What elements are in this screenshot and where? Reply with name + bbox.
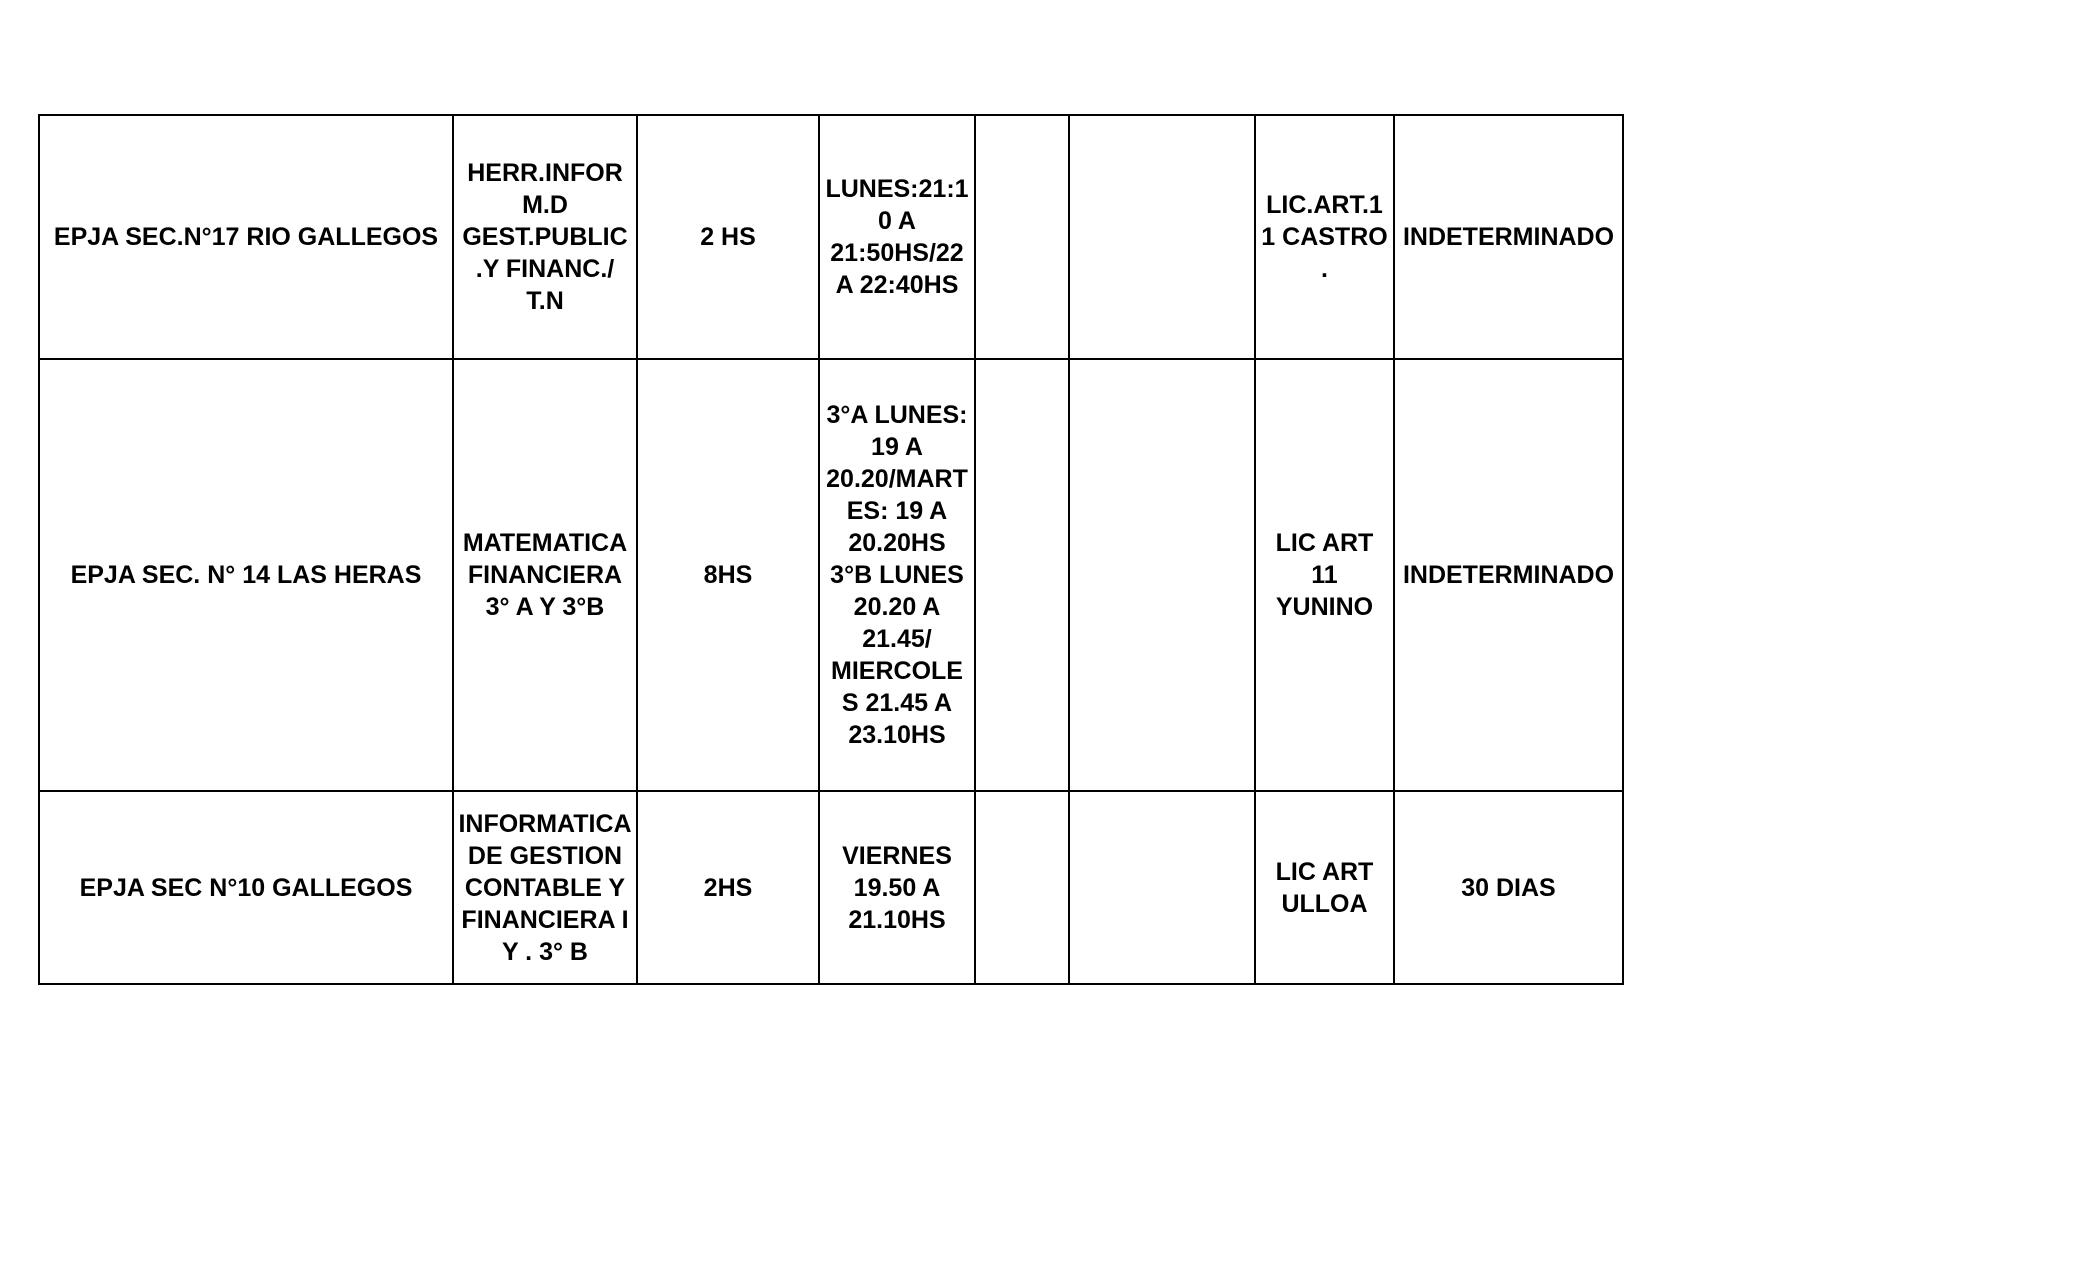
- duration-text: INDETERMINADO: [1402, 561, 1615, 589]
- schedule-cell[interactable]: [819, 791, 975, 984]
- leave-type-cell[interactable]: [1255, 359, 1394, 791]
- empty-cell[interactable]: [1069, 115, 1255, 359]
- leave-type-text: LIC.ART.1 1 CASTRO .: [1261, 191, 1388, 283]
- subject-cell[interactable]: [453, 359, 637, 791]
- institution-cell[interactable]: [39, 359, 453, 791]
- subject-cell[interactable]: [453, 791, 637, 984]
- duration-cell[interactable]: [1394, 115, 1623, 359]
- hours-text: 2HS: [703, 873, 753, 902]
- empty-cell[interactable]: [975, 115, 1069, 359]
- hours-text: 2 HS: [700, 223, 756, 251]
- table-row: [39, 359, 1623, 791]
- institution-text: EPJA SEC N°10 GALLEGOS: [79, 873, 413, 902]
- institution-cell[interactable]: [39, 791, 453, 984]
- schedule-text: LUNES:21:1 0 A 21:50HS/22 A 22:40HS: [825, 175, 969, 299]
- empty-cell[interactable]: [975, 791, 1069, 984]
- table-row: [39, 791, 1623, 984]
- hours-text: 8HS: [703, 561, 753, 589]
- hours-cell[interactable]: [637, 359, 819, 791]
- schedule-text: VIERNES 19.50 A 21.10HS: [842, 841, 952, 934]
- schedule-cell[interactable]: [819, 359, 975, 791]
- subject-text: HERR.INFOR M.D GEST.PUBLIC .Y FINANC./ T.N: [462, 159, 628, 315]
- subject-text: MATEMATICA FINANCIERA 3° A Y 3°B: [462, 529, 628, 621]
- empty-cell[interactable]: [1069, 359, 1255, 791]
- duration-text: INDETERMINADO: [1402, 223, 1615, 251]
- leave-type-text: LIC ART ULLOA: [1275, 857, 1374, 918]
- schedule-text: 3°A LUNES: 19 A 20.20/MART ES: 19 A 20.20HS 3°B LUNES 20.20 A 21.45/ MIERCOLE S 21.45 A 23.10HS: [826, 401, 968, 749]
- institution-text: EPJA SEC. N° 14 LAS HERAS: [70, 561, 422, 589]
- empty-cell[interactable]: [1069, 791, 1255, 984]
- institution-text: EPJA SEC.N°17 RIO GALLEGOS: [53, 223, 439, 251]
- hours-cell[interactable]: [637, 115, 819, 359]
- schedule-table: [38, 114, 1624, 985]
- hours-cell[interactable]: [637, 791, 819, 984]
- leave-type-cell[interactable]: [1255, 791, 1394, 984]
- duration-cell[interactable]: [1394, 359, 1623, 791]
- leave-type-text: LIC ART 11 YUNINO: [1275, 529, 1374, 621]
- institution-cell[interactable]: [39, 115, 453, 359]
- leave-type-cell[interactable]: [1255, 115, 1394, 359]
- table-row: [39, 115, 1623, 359]
- schedule-cell[interactable]: [819, 115, 975, 359]
- duration-text: 30 DIAS: [1461, 873, 1556, 902]
- duration-cell[interactable]: [1394, 791, 1623, 984]
- subject-cell[interactable]: [453, 115, 637, 359]
- subject-text: INFORMATICA DE GESTION CONTABLE Y FINANCIERA I Y . 3° B: [458, 809, 632, 966]
- empty-cell[interactable]: [975, 359, 1069, 791]
